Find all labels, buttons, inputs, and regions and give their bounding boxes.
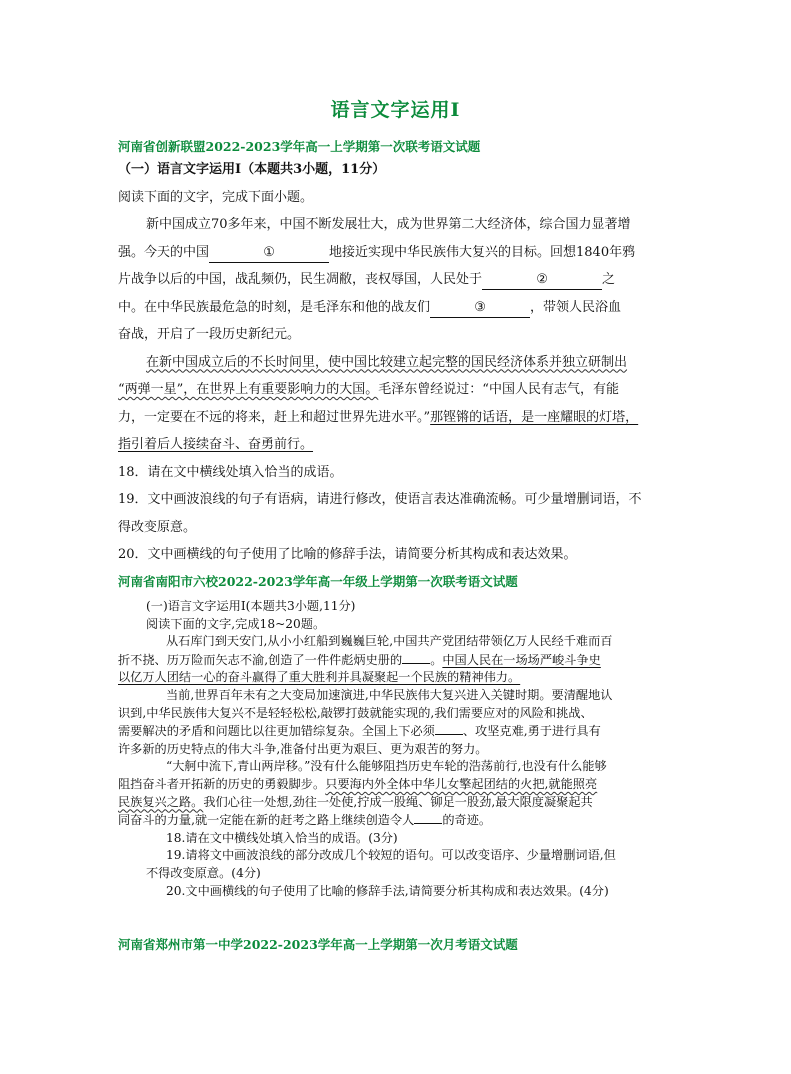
section-header: (一)语言文字运用Ⅰ(本题共3小题,11分) — [146, 599, 356, 613]
question-19: 19．文中画波浪线的句子有语病，请进行修改，使语言表达准确流畅。可少量增删词语，不 — [118, 492, 642, 507]
wavy-underlined-text: “两弹一星”，在世界上有重要影响力的大国。 — [118, 382, 379, 397]
paragraph-line: 新中国成立70多年来，中国不断发展壮大，成为世界第二大经济体，综合国力显著增 — [146, 217, 631, 232]
section-2-body — [118, 598, 678, 900]
paragraph-line: 当前,世界百年未有之大变局加速演进,中华民族伟大复兴进入关键时期。要清醒地认 — [166, 687, 613, 702]
wavy-underlined-text: 在新中国成立后的不长时间里，使中国比较建立起完整的国民经济体系并独立研制出 — [146, 354, 628, 370]
instruction: 阅读下面的文字，完成下面小题。 — [118, 189, 314, 205]
section-1-body — [118, 156, 678, 569]
paragraph-line: “两弹一星”，在世界上有重要影响力的大国。毛泽东曾经说过：“中国人民有志气，有能 — [118, 382, 619, 397]
paragraph-line: 从石库门到天安门,从小小红船到巍巍巨轮,中国共产党团结带领亿万人民经千难而百 — [166, 634, 613, 649]
instruction: 阅读下面的文字,完成18~20题。 — [146, 616, 326, 631]
paragraph-line: 力，一定要在不远的将来，赶上和超过世界先进水平。”那铿锵的话语，是一座耀眼的灯塔， — [118, 409, 639, 425]
question-19: 19.请将文中画波浪线的部分改成几个较短的语句。可以改变语序、少量增删词语,但 — [166, 848, 616, 863]
paragraph-line: 强。今天的中国 ① 地接近实现中华民族伟大复兴的目标。回想1840年鸦 — [118, 239, 678, 267]
paragraph-line: 需要解决的矛盾和问题比以往更加错综复杂。全国上下必须 、攻坚克难,勇于进行具有 — [118, 724, 601, 739]
section-header: （一）语言文字运用Ⅰ（本题共3小题，11分） — [118, 162, 386, 177]
question-20: 20.文中画横线的句子使用了比喻的修辞手法,请简要分析其构成和表达效果。(4分) — [166, 883, 609, 898]
blank — [402, 651, 430, 664]
paragraph-line: 阻挡奋斗者开拓新的历史的勇毅脚步。只要海内外全体中华儿女擎起团结的火把,就能照亮 — [118, 776, 598, 791]
section-source-1: 河南省创新联盟2022-2023学年高一上学期第一次联考语文试题 — [118, 139, 481, 154]
question-19-cont: 不得改变原意。(4分) — [146, 865, 261, 880]
paragraph-line: 中。在中华民族最危急的时刻，是毛泽东和他的战友们 ③ ，带领人民浴血 — [118, 294, 678, 322]
paragraph-line: 识到,中华民族伟大复兴不是轻轻松松,敲锣打鼓就能实现的,我们需要应对的风险和挑战、 — [118, 705, 593, 720]
question-18: 18.请在文中横线处填入恰当的成语。(3分) — [166, 830, 398, 845]
question-20: 20．文中画横线的句子使用了比喻的修辞手法，请简要分析其构成和表达效果。 — [118, 547, 577, 562]
question-19-cont: 得改变原意。 — [118, 519, 197, 535]
underlined-text: 那铿锵的话语，是一座耀眼的灯塔， — [430, 409, 639, 425]
underlined-text: 中国人民在一场场严峻斗争史 — [442, 652, 601, 667]
paragraph-line — [118, 431, 678, 459]
section-source-3: 河南省郑州市第一中学2022-2023学年高一上学期第一次月考语文试题 — [118, 937, 518, 952]
paragraph-line: 奋战，开启了一段历史新纪元。 — [118, 327, 301, 342]
underlined-text: 以亿万人团结一心的奋斗赢得了重大胜利并具凝聚起一个民族的精神伟力。 — [118, 670, 521, 685]
blank — [414, 811, 442, 824]
blank — [435, 722, 463, 735]
paragraph-line: 片战争以后的中国，战乱频仍，民生凋敝，丧权辱国，人民处于 ② 之 — [118, 266, 678, 294]
blank-3: ③ — [430, 299, 530, 318]
underlined-text: 指引着后人接续奋斗、奋勇前行。 — [118, 437, 314, 452]
blank-1: ① — [209, 244, 329, 263]
paragraph-line: 折不挠、历万险而矢志不渝,创造了一件件彪炳史册的 。中国人民在一场场严峻斗争史 — [118, 652, 601, 667]
page-title: 语言文字运用Ⅰ — [330, 99, 461, 121]
blank-2: ② — [482, 271, 602, 290]
paragraph-line: 许多新的历史特点的伟大斗争,准备付出更为艰巨、更为艰苦的努力。 — [118, 741, 488, 756]
paragraph-line: 民族复兴之路。我们心往一处想,劲往一处使,拧成一股绳、铆足一股劲,最大限度凝聚起共 — [118, 794, 593, 809]
paragraph-line: 同奋斗的力量,就一定能在新的赶考之路上继续创造令人 的奇迹。 — [118, 813, 492, 828]
wavy-underlined-text: 只要海内外全体中华儿女擎起团结的火把,就能照亮 — [325, 776, 598, 791]
paragraph-line: “大舸中流下,青山两岸移。”没有什么能够阻挡历史车轮的浩荡前行,也没有什么能够 — [166, 759, 607, 774]
section-source-2: 河南省南阳市六校2022-2023学年高一年级上学期第一次联考语文试题 — [118, 574, 518, 589]
wavy-underlined-text: 民族复兴之路。 — [118, 794, 204, 809]
paragraph-line — [118, 349, 678, 377]
question-18: 18．请在文中横线处填入恰当的成语。 — [118, 464, 343, 480]
paragraph-line — [118, 669, 678, 687]
